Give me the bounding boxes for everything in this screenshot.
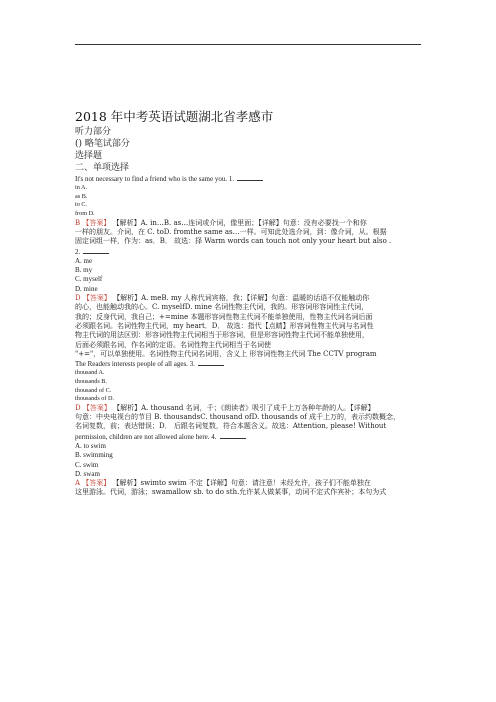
section-heading: 选择题 [75, 151, 103, 161]
text-line [75, 331, 425, 340]
line-text: 2. [75, 247, 81, 256]
text-line [75, 174, 425, 184]
header-rule [75, 44, 421, 45]
answer-blank [198, 359, 224, 366]
line-text: 后面必须跟名词，作名词的定语。名词性物主代词相当于名词使 [75, 340, 271, 349]
line-text: from D. [75, 210, 95, 218]
text-line [75, 313, 425, 322]
line-text: 【解析】A. meB. my 人称代词宾格，我；【详解】句意：温暖的话语不仅能触动你 [110, 294, 370, 303]
text-line [75, 193, 425, 202]
line-text: D. swam [75, 469, 100, 478]
text-line [75, 210, 425, 219]
text-line [75, 359, 425, 369]
text-line [75, 413, 425, 422]
text-line [75, 247, 425, 257]
line-text: B. swimming [75, 451, 113, 460]
line-text: It's not necessary to find a friend who is the same you. 1. [75, 175, 235, 183]
line-text: "+="，可以单独使用。名词性物主代词名词用，含义上 形容词性物主代词 The CCTV program [75, 349, 377, 358]
answer-tag: B 【答案】 [75, 218, 111, 227]
line-text: 固定词组一样，作为：as．B． 故选：择 Warm words can touch not only your heart but also . [75, 237, 392, 246]
text-line [75, 432, 425, 442]
line-text: C. myself [75, 275, 103, 284]
line-text: thousands of D. [75, 395, 115, 403]
text-line [75, 488, 425, 497]
line-text: B. my [75, 266, 93, 275]
section-heading: () 略笔试部分 [75, 139, 130, 149]
text-line [75, 422, 425, 431]
line-text: thousand of C. [75, 386, 112, 394]
line-text: permission, children are not allowed alone here. 4. [75, 432, 217, 441]
text-line [75, 387, 425, 396]
line-text: 句意：中央电视台的节目 B. thousandsC. thousand ofD. thousands of 成千上万的，表示约数概念， [75, 413, 401, 422]
line-text: thousand A. [75, 369, 105, 377]
line-text: 这里游泳。代词，游泳；swamallow sb. to do sth.允许某人做某事，动词不定式作宾补；本句为式 [75, 488, 387, 497]
text-line [75, 237, 425, 246]
text-line [75, 461, 425, 470]
line-text: in A. [75, 184, 88, 192]
line-text: A. to swim [75, 441, 106, 450]
text-line [75, 219, 425, 228]
text-line [75, 341, 425, 350]
line-text: 必须跟名词。名词性物主代词，my heart．D． 故选：指代【点睛】形容词性物主代词与名词性 [75, 321, 374, 330]
document-body [75, 126, 425, 498]
line-text: 【解析】A. in…B. as…连词或介词，像里面；【详解】句意：没有必要找一个和你 [110, 218, 367, 227]
line-text: as B. [75, 192, 88, 200]
line-text: 我的；反身代词，我自己；+=mine 本题形容词性物主代词不能单独使用，性物主代词名词后面 [75, 312, 373, 321]
line-text: C. swim [75, 460, 99, 469]
answer-blank [83, 247, 109, 254]
line-text: 【解析】swimto swim 不定【详解】句意：请注意！未经允许，孩子们不能单独在 [110, 479, 371, 488]
line-text: D. mine [75, 284, 98, 293]
text-line [75, 404, 425, 413]
text-line [75, 442, 425, 451]
text-line [75, 303, 425, 312]
text-line [75, 201, 425, 210]
text-line [75, 378, 425, 387]
text-line [75, 470, 425, 479]
text-line [75, 184, 425, 193]
text-line [75, 266, 425, 275]
text-line [75, 285, 425, 294]
line-text: 名词复数，前；表达错误；D． 后跟名词复数，符合本题含义。故选：Attention, please! Without [75, 422, 387, 431]
answer-tag: D 【答案】 [75, 294, 111, 303]
text-line [75, 294, 425, 303]
line-text: 【解析】A. thousand 名词，千；《朗读者》吸引了成千上万各种年龄的人。【详解】 [110, 403, 375, 412]
section-heading: 二、单项选择 [75, 163, 130, 173]
line-text: 一样的朋友。介词，在 C. toD. fromthe same as…一样。可知此处选介词，到：像介词，从。根据 [75, 227, 387, 236]
text-line [75, 257, 425, 266]
answer-tag: D 【答案】 [75, 403, 111, 412]
answer-blank [220, 432, 246, 439]
text-line [75, 350, 425, 359]
text-line [75, 322, 425, 331]
line-text: to C. [75, 201, 88, 209]
document-title: 2018 年中考英语试题湖北省孝感市 [75, 109, 274, 124]
answer-blank [237, 174, 263, 181]
line-text: The Readers interests people of all ages. 3. [75, 360, 195, 369]
text-line [75, 275, 425, 284]
line-text: 物主代词的用法区别：形容词性物主代词相当于形容词，但是形容词性物主代词不能单独使用， [75, 331, 369, 340]
answer-tag: A 【答案】 [75, 479, 111, 488]
line-text: 的心，也能触动我的心。C. myselfD. mine 名词性物主代词，我的。形容词形容词性主代词， [75, 303, 369, 312]
text-line [75, 228, 425, 237]
text-line [75, 479, 425, 488]
line-text: A. me [75, 256, 93, 265]
section-heading: 听力部分 [75, 127, 112, 137]
text-line [75, 395, 425, 404]
text-line [75, 369, 425, 378]
text-line [75, 451, 425, 460]
line-text: thousands B. [75, 378, 107, 386]
